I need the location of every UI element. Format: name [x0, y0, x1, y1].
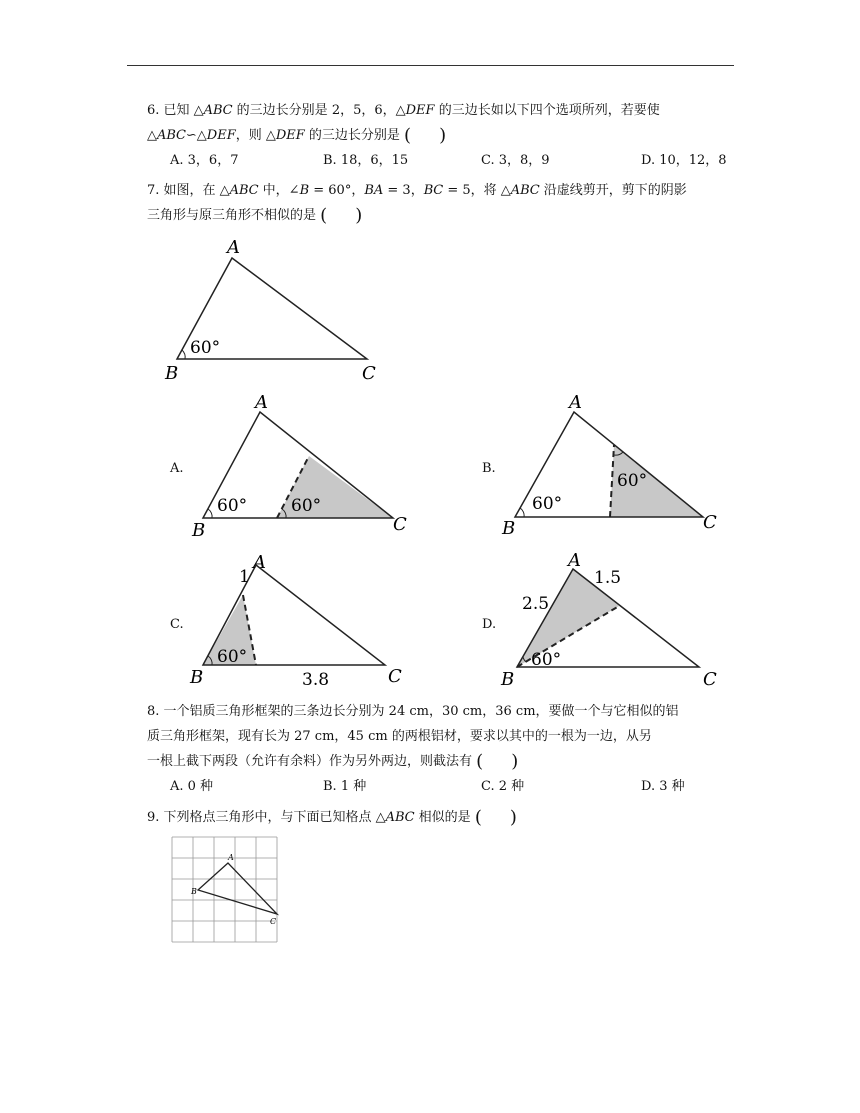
q8-option-c: C. 2 种: [481, 779, 525, 794]
header-rule: [127, 65, 734, 66]
vertex-c-label: C: [393, 514, 407, 535]
q6-text-line1: 6. 已知 △𝐴𝐵𝐶 的三边长分别是 2，5，6，△𝐷𝐸𝐹 的三边长如以下四个选项所列，若要使: [147, 103, 660, 118]
angle-label-cut: 60°: [617, 471, 648, 491]
angle-label: 60°: [217, 647, 248, 667]
angle-arc: [208, 509, 212, 518]
q7-text-line1: 7. 如图，在 △𝐴𝐵𝐶 中，∠𝐵 = 60°，𝐵𝐴 = 3，𝐵𝐶 = 5，将 △𝐴𝐵𝐶 沿虚线剪开，剪下的阴影: [147, 183, 687, 198]
angle-label: 60°: [190, 338, 221, 358]
vertex-b-label: B: [192, 520, 206, 540]
triangle-abc: [198, 863, 277, 914]
vertex-c-label: C: [703, 669, 717, 690]
q6-option-b: B. 18，6，15: [323, 153, 409, 168]
segment-label-right: 1.5: [594, 568, 622, 588]
q6-option-c: C. 3，8，9: [481, 153, 550, 168]
q8-option-b: B. 1 种: [323, 779, 367, 794]
vertex-b-label: B: [191, 887, 197, 896]
vertex-a-label: A: [253, 552, 266, 573]
angle-arc: [182, 350, 185, 359]
figure-a: [185, 390, 415, 540]
angle-label-b: 60°: [217, 496, 248, 516]
vertex-b-label: B: [502, 518, 516, 539]
main-triangle-figure: [160, 232, 390, 382]
vertex-a-label: A: [568, 550, 581, 571]
q7-text-line2: [147, 206, 362, 226]
q8-text-line1: 8. 一个铝质三角形框架的三条边长分别为 24 cm，30 cm，36 cm，要做一个与它相似的铝: [147, 704, 679, 719]
answer-paren-open: (: [474, 807, 482, 828]
answer-paren-close: ): [355, 205, 363, 226]
figure-a-option: A.: [170, 461, 184, 476]
vertex-b-label: B: [190, 667, 204, 688]
q8-option-d: D. 3 种: [641, 779, 685, 794]
answer-paren-open: (: [476, 751, 484, 772]
vertex-a-label: A: [227, 237, 240, 258]
vertex-b-label: B: [501, 669, 515, 690]
figure-b-option: B.: [482, 461, 496, 476]
figure-c: [185, 548, 415, 693]
vertex-c-label: C: [388, 666, 402, 687]
q9-text-line: [147, 808, 517, 828]
q8-text-line2: 质三角形框架，现有长为 27 cm，45 cm 的两根铝材，要求以其中的一根为一边，从另: [147, 729, 652, 744]
answer-paren-open: (: [320, 205, 328, 226]
q7-text: 三角形与原三角形不相似的是: [147, 208, 317, 223]
angle-arc: [520, 508, 524, 517]
q9-text: 9. 下列格点三角形中，与下面已知格点 △𝐴𝐵𝐶 相似的是: [147, 810, 471, 825]
answer-paren-close: ): [439, 125, 447, 146]
vertex-b-label: B: [165, 363, 179, 382]
vertex-c-label: C: [270, 917, 277, 926]
answer-paren-open: (: [404, 125, 412, 146]
vertex-a-label: A: [569, 392, 582, 413]
q6-option-a: A. 3，6，7: [170, 153, 239, 168]
q6-text: △𝐴𝐵𝐶∽△𝐷𝐸𝐹，则 △𝐷𝐸𝐹 的三边长分别是: [147, 128, 400, 143]
segment-label-left: 2.5: [522, 594, 550, 614]
vertex-a-label: A: [228, 853, 234, 862]
angle-label-b: 60°: [532, 494, 563, 514]
angle-label: 60°: [531, 650, 562, 670]
vertex-a-label: A: [255, 392, 268, 413]
segment-label-top: 1: [239, 567, 250, 587]
q6-text-line2: [147, 126, 446, 146]
figure-c-option: C.: [170, 617, 184, 632]
answer-paren-close: ): [511, 751, 519, 772]
grid-triangle-figure: [166, 832, 284, 948]
q6-option-d: D. 10，12，8: [641, 153, 727, 168]
vertex-c-label: C: [362, 363, 376, 382]
vertex-c-label: C: [703, 512, 717, 533]
q8-text: 一根上截下两段（允许有余料）作为另外两边，则截法有: [147, 754, 473, 769]
q8-text-line3: [147, 752, 518, 772]
figure-d-option: D.: [482, 617, 497, 632]
figure-b: [498, 390, 728, 540]
figure-d: [498, 548, 728, 693]
angle-label-cut: 60°: [291, 496, 322, 516]
answer-paren-close: ): [509, 807, 517, 828]
q8-option-a: A. 0 种: [170, 779, 214, 794]
segment-label-bottom: 3.8: [302, 670, 330, 690]
grid-lines: [172, 837, 277, 942]
